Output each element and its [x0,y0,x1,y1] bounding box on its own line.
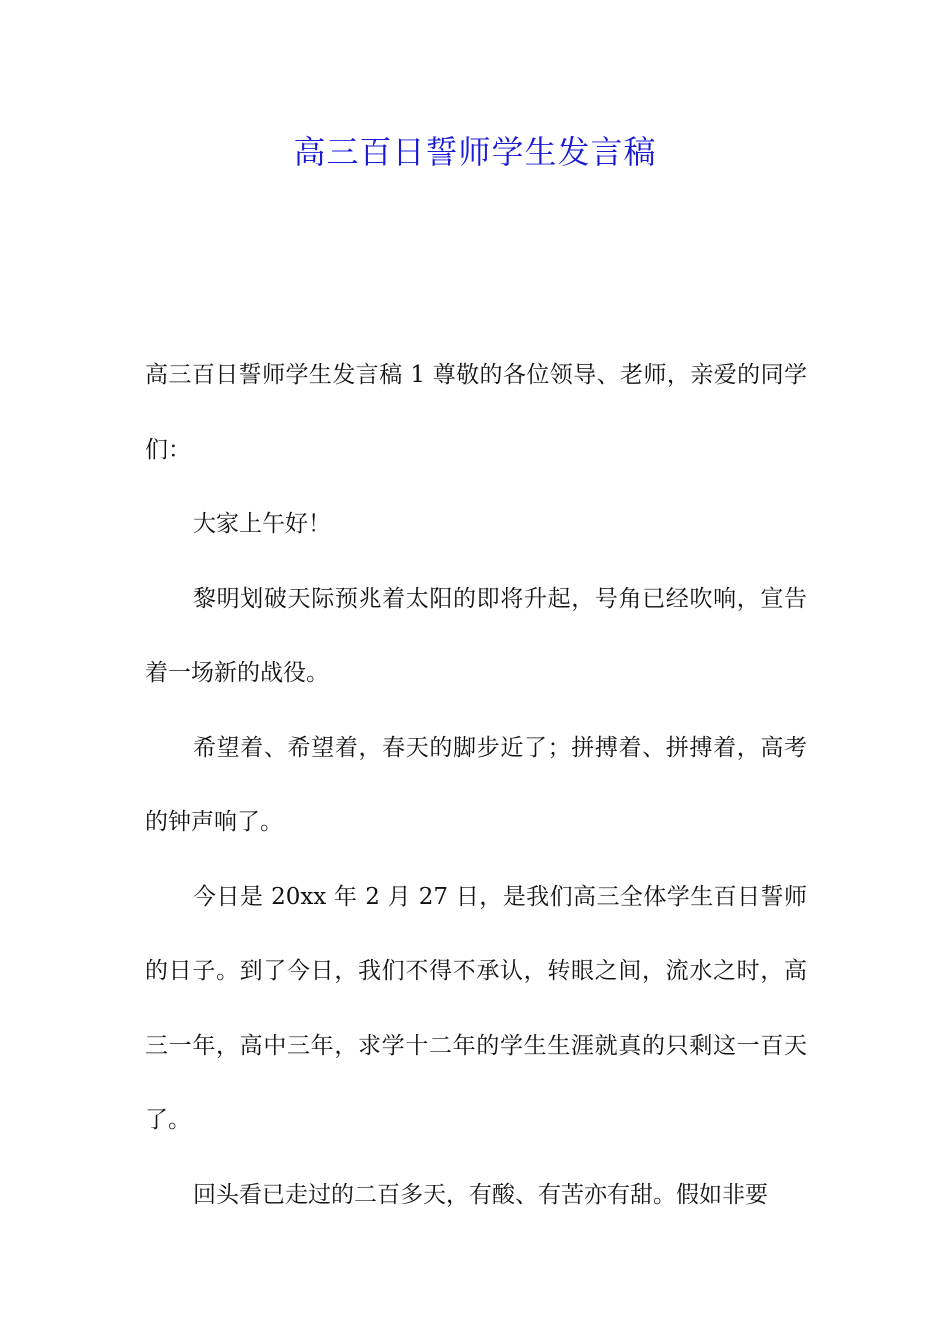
paragraph-hope: 希望着、希望着，春天的脚步近了；拼搏着、拼搏着，高考的钟声响了。 [145,734,807,835]
paragraph-greeting: 大家上午好！ [193,511,331,537]
document-title: 高三百日誓师学生发言稿 [293,133,657,171]
paragraph-today: 今日是 20xx 年 2 月 27 日，是我们高三全体学生百日誓师的日子。到了今日，我们不得不承认，转眼之间，流水之时，高三一年，高中三年，求学十二年的学生生涯就真的只剩这一百天了。 [145,883,807,1133]
document-body [145,338,807,1232]
paragraph-lookback: 回头看已走过的二百多天，有酸、有苦亦有甜。假如非要 [193,1181,768,1208]
paragraph-salutation: 高三百日誓师学生发言稿 1 尊敬的各位领导、老师，亲爱的同学们： [145,362,807,463]
paragraph-dawn: 黎明划破天际预兆着太阳的即将升起，号角已经吹响，宣告着一场新的战役。 [145,585,807,686]
